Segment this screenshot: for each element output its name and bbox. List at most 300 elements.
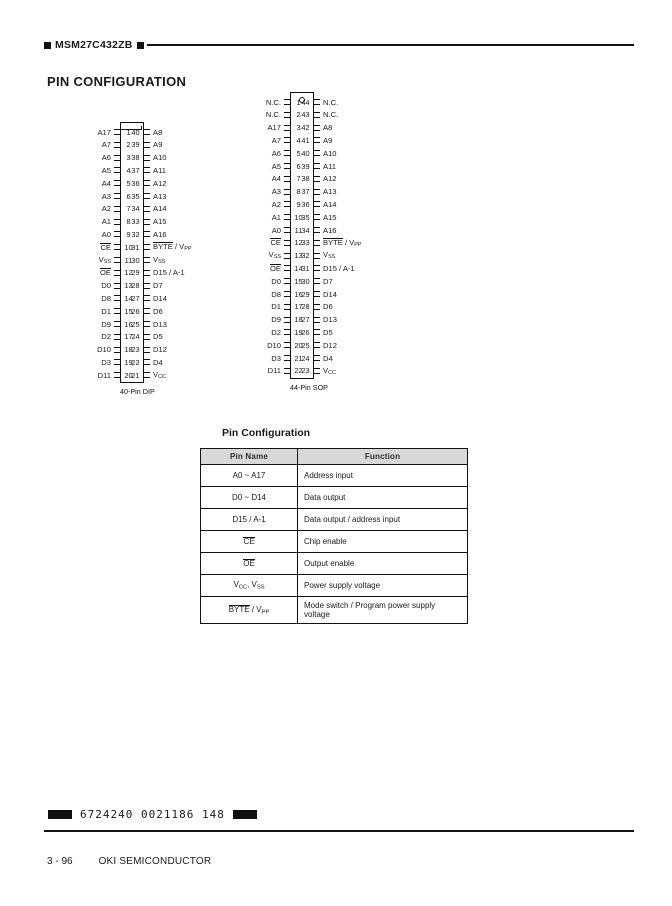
pin-label: D14 (153, 293, 167, 303)
pin-label: A3 (101, 191, 111, 201)
pin-pad-icon (143, 219, 150, 225)
pin-pad-icon (114, 142, 121, 148)
pin-number: 39 (301, 161, 310, 171)
pin-number: 11 (294, 225, 303, 235)
pin-label: D12 (323, 340, 337, 350)
pin-39-right (313, 161, 339, 172)
pin-label: D1 (101, 306, 111, 316)
pin-29-right (313, 289, 340, 300)
pin-label: A11 (323, 161, 336, 171)
pin-label: A4 (101, 178, 111, 188)
pin-3-left (99, 152, 121, 163)
pin-number: 10 (124, 242, 133, 252)
pin-label: A13 (153, 191, 167, 201)
pin-21-right (143, 370, 169, 381)
pin-number: 19 (124, 357, 133, 367)
pin-number: 38 (301, 174, 310, 184)
pin-15-left (98, 306, 121, 317)
barcode (48, 808, 257, 821)
pin-label: A12 (153, 178, 167, 188)
pin-number: 26 (301, 327, 310, 337)
pin-pad-icon (313, 214, 320, 220)
pin-label: CE (270, 238, 281, 248)
package-diagram-dip (97, 122, 192, 397)
pin-number: 5 (296, 148, 301, 158)
pin-30-right (143, 255, 168, 266)
pin-pad-icon (143, 321, 150, 327)
pin-number: 8 (126, 217, 131, 227)
cell-pin-name: D0 ~ D14 (201, 487, 298, 509)
pin-number: 37 (301, 187, 310, 197)
table-row (201, 487, 468, 509)
pin-number: 40 (131, 127, 140, 137)
pin-number: 13 (124, 281, 133, 291)
pin-pad-icon (313, 368, 320, 374)
pin-label: $V_{SS}$ (153, 254, 166, 266)
pin-label: A17 (267, 123, 281, 133)
pin-pad-icon (143, 270, 150, 276)
cell-pin-name: $V_{CC}$, $V_{SS}$ (201, 575, 298, 597)
pin-number: 34 (131, 204, 140, 214)
pin-label: A15 (153, 217, 167, 227)
pin-28-right (313, 301, 336, 312)
pin-pad-icon (313, 355, 320, 361)
pin-4-left (99, 165, 121, 176)
pin-number: 32 (301, 251, 310, 261)
pin-label: D6 (153, 306, 163, 316)
pin-pad-icon (284, 253, 291, 259)
pin-pad-icon (114, 321, 121, 327)
pin-number: 38 (131, 153, 140, 163)
pin-pad-icon (313, 150, 320, 156)
pin-number: 18 (294, 315, 303, 325)
pin-number: 30 (301, 276, 310, 286)
pin-label: $V_{SS}$ (268, 250, 281, 261)
pin-1-left (94, 127, 121, 138)
pin-9-left (99, 229, 121, 240)
pin-pad-icon (284, 137, 291, 143)
pin-42-right (313, 122, 335, 133)
pin-label: D3 (101, 357, 111, 367)
pin-number: 21 (131, 370, 140, 380)
pin-pad-icon (284, 329, 291, 335)
pin-32-right (143, 229, 170, 240)
pin-pad-icon (114, 308, 121, 314)
pin-label: A12 (323, 174, 337, 184)
pin-label: A17 (97, 127, 111, 137)
column-header-pin-name: Pin Name (201, 449, 298, 465)
cell-function: Data output / address input (298, 509, 468, 531)
pin-pad-icon (114, 155, 121, 161)
pin-label: A7 (271, 135, 281, 145)
pin-number: 2 (296, 110, 301, 120)
pin-pad-icon (313, 112, 320, 118)
pin-number: 13 (294, 251, 303, 261)
pin-pad-icon (114, 295, 121, 301)
pin-label: D1 (271, 302, 281, 312)
pin-pad-icon (313, 176, 320, 182)
pin-number: 1 (126, 127, 131, 137)
pin-label: D9 (101, 319, 111, 329)
pin-32-right (313, 250, 338, 261)
pin-2-left (263, 109, 291, 120)
cell-function: Power supply voltage (298, 575, 468, 597)
square-bullet-icon (44, 42, 51, 49)
pin-pad-icon (284, 227, 291, 233)
pin-label: N.C. (265, 97, 281, 107)
pin-label: A15 (323, 212, 337, 222)
pin-number: 43 (301, 110, 310, 120)
pin-number: 3 (126, 153, 131, 163)
pin-pad-icon (284, 189, 291, 195)
pin-number: 36 (131, 178, 140, 188)
pin-number: 18 (124, 345, 133, 355)
pin-pad-icon (143, 231, 150, 237)
pin-label: A1 (101, 217, 111, 227)
pin-43-right (313, 109, 341, 120)
pin-number: 11 (124, 255, 133, 265)
pin-10-left (269, 212, 291, 223)
pin-pad-icon (284, 176, 291, 182)
pin-number: 31 (301, 263, 310, 273)
pin-5-left (99, 178, 121, 189)
pin-24-right (143, 331, 166, 342)
pin-18-left (268, 314, 291, 325)
pin-pad-icon (284, 355, 291, 361)
package-body (97, 122, 192, 383)
pin-pad-icon (143, 334, 150, 340)
pin-label: A7 (101, 140, 111, 150)
pin-22-left (265, 365, 291, 376)
pin-40-right (313, 148, 340, 159)
cell-function: Address input (298, 465, 468, 487)
pin-label: D5 (153, 332, 163, 342)
cell-pin-name: D15 / A-1 (201, 509, 298, 531)
pin-12-left (97, 267, 121, 278)
pin-8-left (99, 216, 121, 227)
pin-11-left (96, 255, 121, 266)
pin-label: A2 (271, 199, 281, 209)
square-bullet-icon (137, 42, 144, 49)
pin-pad-icon (313, 291, 320, 297)
pin-33-right (143, 216, 170, 227)
pin-label: $V_{SS}$ (323, 250, 336, 261)
pin-pad-icon (114, 372, 121, 378)
pin-label: OE (100, 268, 111, 278)
pin-label: BYTE / $V_{PP}$ (323, 237, 362, 248)
pin-pad-icon (114, 270, 121, 276)
pin-pad-icon (284, 342, 291, 348)
pin-number: 7 (296, 174, 301, 184)
pin-number: 28 (301, 302, 310, 312)
pin-label: A10 (323, 148, 337, 158)
pin-pad-icon (313, 125, 320, 131)
pin-number: 19 (294, 327, 303, 337)
pin-pad-icon (143, 142, 150, 148)
pin-29-right (143, 267, 188, 278)
pin-label: A11 (153, 165, 166, 175)
pin-label: D15 / A-1 (153, 268, 185, 278)
pin-label: A14 (323, 199, 337, 209)
pin-pad-icon (143, 193, 150, 199)
pin-pad-icon (284, 265, 291, 271)
pin-number: 14 (124, 293, 133, 303)
pin-number: 15 (294, 276, 303, 286)
pin-number: 10 (294, 212, 303, 222)
pin-pad-icon (143, 347, 150, 353)
pin-pad-icon (143, 372, 150, 378)
package-caption: 44-Pin SOP (290, 382, 328, 392)
pin-label: D7 (153, 281, 163, 291)
pin-pad-icon (143, 129, 150, 135)
package-body (265, 92, 362, 379)
pin-20-left (95, 370, 121, 381)
pin-number: 37 (131, 165, 140, 175)
pin-22-right (143, 357, 166, 368)
pin-7-left (99, 203, 121, 214)
pin-number: 16 (294, 289, 303, 299)
pin-pad-icon (313, 99, 320, 105)
pin-label: A5 (271, 161, 281, 171)
pin-configuration-table (200, 448, 468, 624)
pin-pad-icon (143, 206, 150, 212)
pin-26-right (143, 306, 166, 317)
pin-pad-icon (114, 167, 121, 173)
pin-16-left (98, 319, 121, 330)
pin-label: D8 (101, 293, 111, 303)
pin-label: D0 (271, 276, 281, 286)
pin-label: D10 (97, 345, 111, 355)
pin-number: 16 (124, 319, 133, 329)
pin-number: 9 (296, 199, 301, 209)
pin-label: D11 (267, 366, 281, 376)
cell-pin-name: BYTE / $V_{PP}$ (201, 597, 298, 624)
table-row (201, 553, 468, 575)
pin-label: D8 (271, 289, 281, 299)
pin-number: 29 (131, 268, 140, 278)
pin-pad-icon (313, 329, 320, 335)
pin-pad-icon (143, 244, 150, 250)
table-row (201, 597, 468, 624)
pin-label: D0 (101, 281, 111, 291)
pin-16-left (268, 289, 291, 300)
pin-label: A8 (153, 127, 163, 137)
pin-label: A1 (271, 212, 281, 222)
pin-2-left (99, 139, 121, 150)
pin-number: 25 (301, 340, 310, 350)
pin-pad-icon (313, 227, 320, 233)
pin-15-left (268, 276, 291, 287)
header-divider (147, 44, 634, 46)
pin-number: 31 (131, 242, 140, 252)
cell-function: Mode switch / Program power supply voltage (298, 597, 468, 624)
pin-23-right (143, 344, 170, 355)
pin-21-left (268, 353, 291, 364)
pin-pad-icon (284, 278, 291, 284)
pin-27-right (143, 293, 170, 304)
pin-number: 27 (131, 293, 140, 303)
pin-pad-icon (313, 240, 320, 246)
pin-33-right (313, 237, 365, 248)
pin-23-right (313, 365, 339, 376)
pin-5-left (269, 148, 291, 159)
pin-20-left (264, 340, 291, 351)
pin-pad-icon (284, 214, 291, 220)
pin-pad-icon (284, 368, 291, 374)
pin-label: A10 (153, 153, 167, 163)
pin-label: N.C. (323, 97, 339, 107)
pin-number: 12 (124, 268, 133, 278)
pin-label: D10 (267, 340, 281, 350)
pin-pad-icon (313, 304, 320, 310)
pin-14-left (267, 263, 291, 274)
pin-label: N.C. (323, 110, 339, 120)
pin-label: A0 (101, 229, 111, 239)
pin-number: 27 (301, 315, 310, 325)
pin-pad-icon (114, 257, 121, 263)
pin-pad-icon (284, 201, 291, 207)
pin-39-right (143, 139, 165, 150)
pin-pad-icon (114, 347, 121, 353)
pin-label: A9 (153, 140, 163, 150)
cell-pin-name: A0 ~ A17 (201, 465, 298, 487)
pin-pad-icon (313, 265, 320, 271)
barcode-block-icon (48, 810, 72, 819)
pin-11-left (269, 225, 291, 236)
cell-function: Data output (298, 487, 468, 509)
pin-number: 17 (294, 302, 303, 312)
pin-number: 29 (301, 289, 310, 299)
pin-number: 3 (296, 123, 301, 133)
pin-pad-icon (313, 278, 320, 284)
page-number: 3 - 96 (47, 856, 73, 867)
pin-label: A8 (323, 123, 333, 133)
pin-label: $V_{CC}$ (153, 370, 166, 381)
pin-27-right (313, 314, 340, 325)
pin-pad-icon (114, 219, 121, 225)
pin-number: 40 (301, 148, 310, 158)
pin-pad-icon (114, 244, 121, 250)
pin-label: A6 (271, 148, 281, 158)
table-header-row (201, 449, 468, 465)
cell-pin-name: CE (201, 531, 298, 553)
pin-label: A16 (153, 229, 167, 239)
pin-31-right (143, 242, 195, 253)
pin-pad-icon (143, 283, 150, 289)
pin-number: 35 (301, 212, 310, 222)
pin-number: 33 (131, 217, 140, 227)
pin-label: D3 (271, 353, 281, 363)
pin-44-right (313, 97, 341, 108)
pin-number: 4 (296, 135, 301, 145)
pin-label: D13 (153, 319, 167, 329)
pin-pad-icon (114, 129, 121, 135)
cell-pin-name: OE (201, 553, 298, 575)
column-header-function: Function (298, 449, 468, 465)
pin-number: 28 (131, 281, 140, 291)
pin-number: 41 (301, 135, 310, 145)
pin-9-left (269, 199, 291, 210)
pin-number: 20 (124, 370, 133, 380)
pin-37-right (313, 186, 340, 197)
pin-label: D6 (323, 302, 333, 312)
pin-number: 39 (131, 140, 140, 150)
package-diagram-sop (265, 92, 362, 392)
pin-number: 17 (124, 332, 133, 342)
pin-label: A2 (101, 204, 111, 214)
pin-25-right (143, 319, 170, 330)
pin-37-right (143, 165, 169, 176)
pin-label: OE (270, 263, 281, 273)
pin-4-left (269, 135, 291, 146)
pin-pad-icon (284, 125, 291, 131)
pin-36-right (143, 178, 170, 189)
cell-function: Chip enable (298, 531, 468, 553)
pin-pad-icon (313, 201, 320, 207)
pin-number: 42 (301, 123, 310, 133)
pin-17-left (98, 331, 121, 342)
pin-pad-icon (313, 317, 320, 323)
pin-3-left (264, 122, 291, 133)
pin-number: 5 (126, 178, 131, 188)
pin-number: 6 (126, 191, 131, 201)
pin-pad-icon (313, 163, 320, 169)
pin-pad-icon (284, 99, 291, 105)
pin-number: 21 (294, 353, 303, 363)
pin-12-left (267, 237, 291, 248)
pin-label: $V_{CC}$ (323, 365, 336, 376)
pin-35-right (313, 212, 340, 223)
pin-label: N.C. (265, 110, 281, 120)
pin-pad-icon (313, 137, 320, 143)
pin-number: 23 (131, 345, 140, 355)
pin-34-right (143, 203, 170, 214)
pin-label: BYTE / $V_{PP}$ (153, 242, 192, 253)
pin-number: 24 (301, 353, 310, 363)
section-title: PIN CONFIGURATION (47, 74, 187, 89)
pin-label: D5 (323, 327, 333, 337)
pin-number: 2 (126, 140, 131, 150)
pin-38-right (143, 152, 170, 163)
pin-number: 24 (131, 332, 140, 342)
pin-13-left (98, 280, 121, 291)
pin-number: 25 (131, 319, 140, 329)
pin-36-right (313, 199, 340, 210)
pin-number: 9 (126, 229, 131, 239)
pin-number: 7 (126, 204, 131, 214)
pin-pad-icon (143, 295, 150, 301)
pin-pad-icon (143, 180, 150, 186)
pin-number: 15 (124, 306, 133, 316)
footer-divider (44, 830, 634, 832)
pin-number: 30 (131, 255, 140, 265)
company-name: OKI SEMICONDUCTOR (98, 856, 212, 867)
pin-30-right (313, 276, 336, 287)
pin-19-left (268, 327, 291, 338)
pin-31-right (313, 263, 358, 274)
pin-8-left (269, 186, 291, 197)
pin-label: D9 (271, 315, 281, 325)
pin-pad-icon (114, 180, 121, 186)
pin-label: A3 (271, 187, 281, 197)
pin-number: 33 (301, 238, 310, 248)
pin-pad-icon (313, 253, 320, 259)
pin-17-left (268, 301, 291, 312)
pin-number: 22 (131, 357, 140, 367)
pin-number: 22 (294, 366, 303, 376)
part-number-title: MSM27C432ZB (55, 39, 133, 51)
pin-label: D4 (323, 353, 333, 363)
